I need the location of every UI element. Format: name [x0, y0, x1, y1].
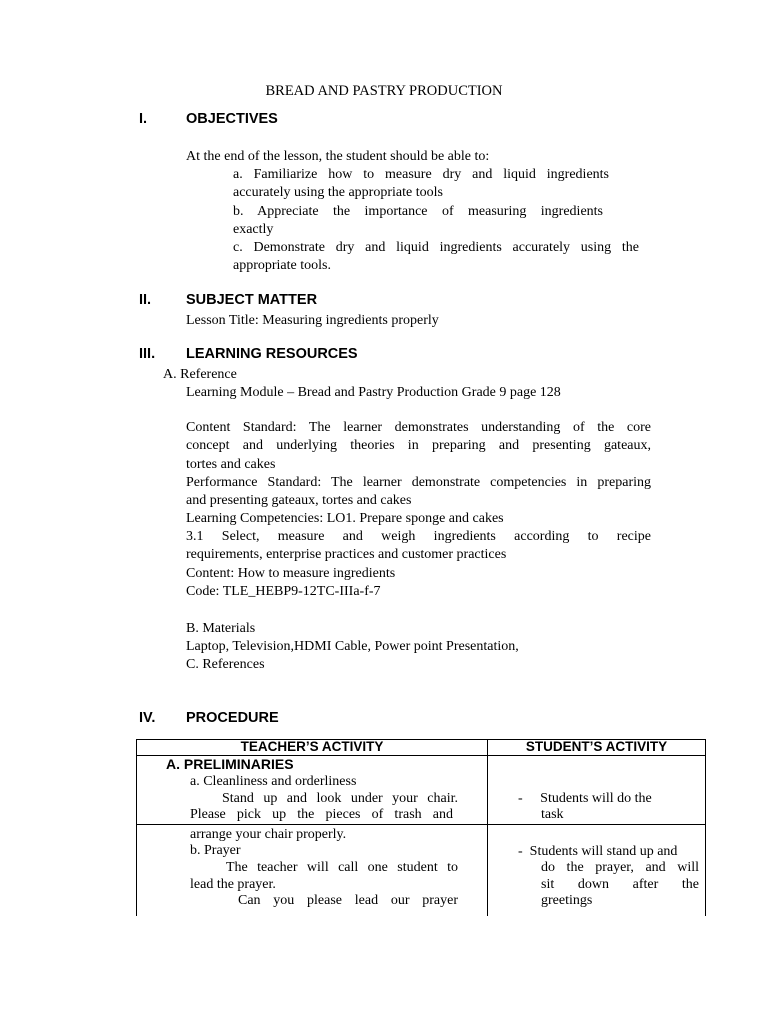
section-heading-resources: LEARNING RESOURCES: [186, 346, 358, 362]
content-standard-line2: concept and underlying theories in preparing and presenting gateaux,: [186, 438, 651, 453]
content-standard-line3: tortes and cakes: [186, 457, 276, 472]
student-prayer-line2: do the prayer, and will: [541, 860, 699, 875]
lesson-title: Lesson Title: Measuring ingredients properly: [186, 313, 439, 328]
student-task-line1: - Students will do the: [518, 791, 652, 806]
cleanliness-line1: Stand up and look under your chair.: [222, 791, 458, 806]
student-prayer-line4: greetings: [541, 893, 593, 908]
learning-competencies: Learning Competencies: LO1. Prepare sponge and cakes: [186, 511, 504, 526]
prayer-label: b. Prayer: [190, 843, 241, 858]
table-header-student: STUDENT’S ACTIVITY: [525, 739, 668, 754]
student-task-line2: task: [541, 807, 564, 822]
objective-item-a-line1: a. Familiarize how to measure dry and liquid ingredients: [233, 167, 609, 182]
section-heading-objectives: OBJECTIVES: [186, 111, 278, 127]
objective-item-c-line2: appropriate tools.: [233, 258, 331, 273]
competency-select-line2: requirements, enterprise practices and customer practices: [186, 547, 507, 562]
objectives-intro: At the end of the lesson, the student should be able to:: [186, 149, 490, 164]
content-line: Content: How to measure ingredients: [186, 566, 396, 581]
prayer-line3: Can you please lead our prayer: [238, 893, 458, 908]
performance-standard-line2: and presenting gateaux, tortes and cakes: [186, 493, 412, 508]
student-prayer-line3: sit down after the: [541, 877, 699, 892]
section-number-procedure: IV.: [139, 710, 156, 726]
objective-item-c-line1: c. Demonstrate dry and liquid ingredients accurately using the: [233, 240, 639, 255]
section-number-resources: III.: [139, 346, 156, 362]
table-row-divider: [136, 824, 706, 825]
table-column-divider: [487, 739, 488, 916]
objective-item-b-line1: b. Appreciate the importance of measuring ingredients: [233, 204, 603, 219]
section-heading-procedure: PROCEDURE: [186, 710, 279, 726]
student-prayer-line1: - Students will stand up and: [518, 844, 678, 859]
performance-standard-line1: Performance Standard: The learner demonstrate competencies in preparing: [186, 475, 651, 490]
learning-module: Learning Module – Bread and Pastry Production Grade 9 page 128: [186, 385, 561, 400]
section-number-subject: II.: [139, 292, 152, 308]
cleanliness-line3: arrange your chair properly.: [190, 827, 347, 842]
cleanliness-label: a. Cleanliness and orderliness: [190, 774, 357, 789]
table-header-teacher: TEACHER’S ACTIVITY: [240, 739, 384, 754]
code-line: Code: TLE_HEBP9-12TC-IIIa-f-7: [186, 584, 381, 599]
section-heading-subject: SUBJECT MATTER: [186, 292, 318, 308]
resources-reference-label: A. Reference: [163, 367, 237, 382]
prayer-line1: The teacher will call one student to: [226, 860, 458, 875]
content-standard-line1: Content Standard: The learner demonstrates understanding of the core: [186, 420, 651, 435]
table-right-border: [705, 739, 706, 916]
table-left-border: [136, 739, 137, 916]
document-title: BREAD AND PASTRY PRODUCTION: [265, 83, 503, 99]
materials-label: B. Materials: [186, 621, 256, 636]
preliminaries-heading: A. PRELIMINARIES: [166, 756, 294, 772]
materials-list: Laptop, Television,HDMI Cable, Power point Presentation,: [186, 639, 519, 654]
prayer-line2: lead the prayer.: [190, 877, 276, 892]
objective-item-a-line2: accurately using the appropriate tools: [233, 185, 443, 200]
references-label: C. References: [186, 657, 265, 672]
section-number-objectives: I.: [139, 111, 148, 127]
cleanliness-line2: Please pick up the pieces of trash and: [190, 807, 453, 822]
competency-select-line1: 3.1 Select, measure and weigh ingredients according to recipe: [186, 529, 651, 544]
objective-item-b-line2: exactly: [233, 222, 274, 237]
